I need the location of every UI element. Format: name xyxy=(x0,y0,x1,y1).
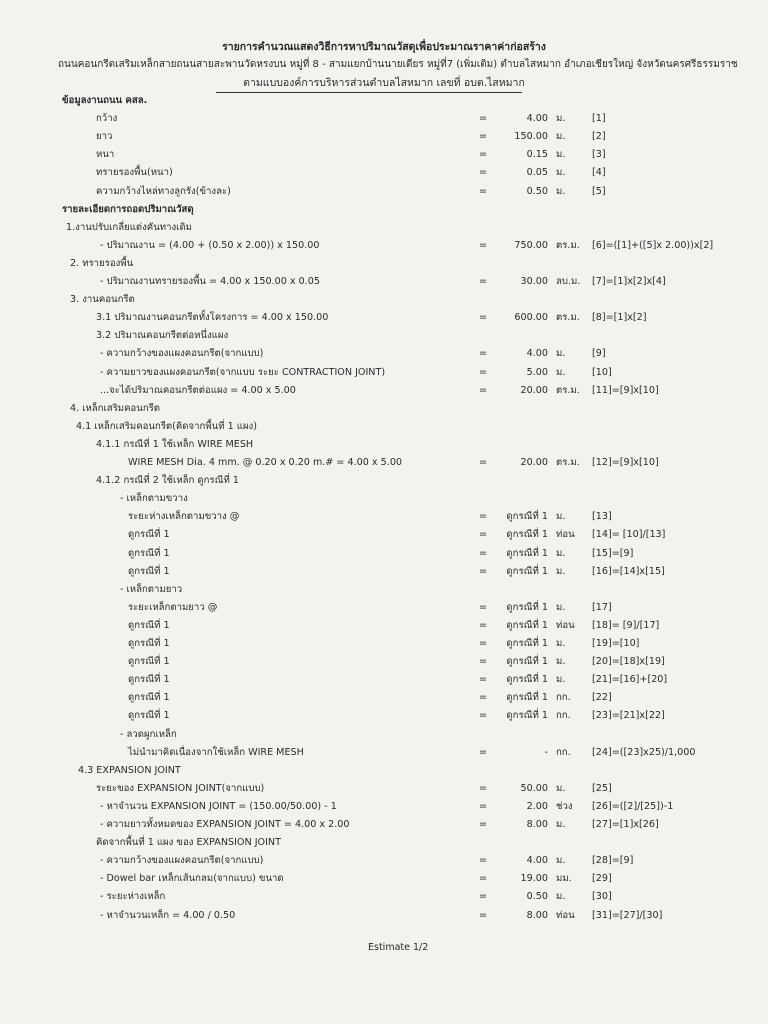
row-equals: = xyxy=(479,131,488,142)
row-value: 8.00 xyxy=(526,819,548,830)
estimate-row xyxy=(0,202,768,218)
row-equals: = xyxy=(479,186,488,197)
row-reference: [7]=[1]x[2]x[4] xyxy=(592,276,666,287)
row-label: ดูกรณีที่ 1 xyxy=(128,674,170,685)
row-label: 3.1 ปริมาณงานคอนกรีตทั้งโครงการ = 4.00 x 150.00 xyxy=(96,312,329,323)
document-title: รายการคำนวณแสดงวิธีการหาปริมาณวัสดุเพื่อประมาณราคาค่าก่อสร้าง xyxy=(222,41,546,53)
row-value: 4.00 xyxy=(526,855,548,866)
row-equals: = xyxy=(479,457,488,468)
row-equals: = xyxy=(479,385,488,396)
row-label: - Dowel bar เหล็กเส้นกลม(จากแบบ) ขนาด xyxy=(100,873,284,884)
estimate-row xyxy=(0,636,768,652)
estimate-row xyxy=(0,274,768,290)
estimate-row xyxy=(0,401,768,417)
row-label: ระยะของ EXPANSION JOINT(จากแบบ) xyxy=(96,783,265,794)
estimate-row xyxy=(0,346,768,362)
estimate-row xyxy=(0,129,768,145)
row-unit: ม. xyxy=(556,855,566,866)
row-reference: [21]=[16]+[20] xyxy=(592,674,668,685)
estimate-row xyxy=(0,654,768,670)
row-value: ดูกรณีที่ 1 xyxy=(506,529,548,540)
row-label: 4. เหล็กเสริมคอนกรีต xyxy=(70,403,161,414)
row-value: ดูกรณีที่ 1 xyxy=(506,566,548,577)
row-label: - หาจำนวนเหล็ก = 4.00 / 0.50 xyxy=(100,910,236,921)
row-label: ระยะห่างเหล็กตามขวาง @ xyxy=(128,511,240,522)
row-label: 4.1.1 กรณีที่ 1 ใช้เหล็ก WIRE MESH xyxy=(96,439,254,450)
row-label: - ความกว้างของแผงคอนกรีต(จากแบบ) xyxy=(100,348,264,359)
row-equals: = xyxy=(479,312,488,323)
estimate-row xyxy=(0,147,768,163)
row-unit: ม. xyxy=(556,783,566,794)
row-unit: ม. xyxy=(556,891,566,902)
estimate-row xyxy=(0,817,768,833)
row-reference: [2] xyxy=(592,131,606,142)
row-value: 50.00 xyxy=(520,783,548,794)
row-value: ดูกรณีที่ 1 xyxy=(506,674,548,685)
estimate-row xyxy=(0,618,768,634)
row-unit: กก. xyxy=(556,692,571,703)
document-subtitle: ถนนคอนกรีตเสริมเหล็กสายถนนสายสะพานวัดหรงบน หมู่ที่ 8 - สามแยกบ้านนายเดียร หมู่ที่7 (เพิ่มเติม) ตำบลไสหมาก อำเภอเชียรใหญ่ จังหวัดนครศรีธรรมราช xyxy=(58,59,738,70)
row-unit: ตร.ม. xyxy=(556,312,580,323)
row-unit: มม. xyxy=(556,873,572,884)
estimate-row xyxy=(0,527,768,543)
estimate-row xyxy=(0,871,768,887)
row-reference: [27]=[1]x[26] xyxy=(592,819,659,830)
row-equals: = xyxy=(479,674,488,685)
row-label: 2. ทรายรองพื้น xyxy=(70,258,134,269)
row-unit: ตร.ม. xyxy=(556,385,580,396)
row-equals: = xyxy=(479,638,488,649)
row-label: - ความยาวทั้งหมดของ EXPANSION JOINT = 4.00 x 2.00 xyxy=(100,819,350,830)
row-value: 2.00 xyxy=(526,801,548,812)
row-equals: = xyxy=(479,656,488,667)
row-equals: = xyxy=(479,113,488,124)
row-equals: = xyxy=(479,873,488,884)
row-value: - xyxy=(544,747,548,758)
estimate-row xyxy=(0,853,768,869)
row-equals: = xyxy=(479,855,488,866)
page-footer: Estimate 1/2 xyxy=(368,942,429,953)
row-label: ดูกรณีที่ 1 xyxy=(128,710,170,721)
row-equals: = xyxy=(479,276,488,287)
row-unit: กก. xyxy=(556,747,571,758)
row-unit: ม. xyxy=(556,367,566,378)
row-value: ดูกรณีที่ 1 xyxy=(506,548,548,559)
row-unit: ท่อน xyxy=(556,529,575,540)
row-label: 3.2 ปริมาณคอนกรีตต่อหนึ่งแผง xyxy=(96,330,229,341)
estimate-row xyxy=(0,220,768,236)
row-value: 750.00 xyxy=(514,240,548,251)
row-label: - ลวดผูกเหล็ก xyxy=(120,729,177,740)
row-value: 600.00 xyxy=(514,312,548,323)
row-label: ดูกรณีที่ 1 xyxy=(128,638,170,649)
row-value: ดูกรณีที่ 1 xyxy=(506,620,548,631)
estimate-row xyxy=(0,745,768,761)
row-value: ดูกรณีที่ 1 xyxy=(506,692,548,703)
row-equals: = xyxy=(479,819,488,830)
row-label: ดูกรณีที่ 1 xyxy=(128,529,170,540)
row-value: 30.00 xyxy=(520,276,548,287)
row-value: 19.00 xyxy=(520,873,548,884)
row-equals: = xyxy=(479,783,488,794)
row-label: - ความกว้างของแผงคอนกรีต(จากแบบ) xyxy=(100,855,264,866)
row-reference: [18]= [9]/[17] xyxy=(592,620,660,631)
row-unit: ม. xyxy=(556,131,566,142)
row-unit: ม. xyxy=(556,548,566,559)
row-unit: ม. xyxy=(556,819,566,830)
row-label: ดูกรณีที่ 1 xyxy=(128,656,170,667)
row-reference: [30] xyxy=(592,891,612,902)
row-label: ...จะได้ปริมาณคอนกรีตต่อแผง = 4.00 x 5.00 xyxy=(100,385,296,396)
row-unit: ม. xyxy=(556,656,566,667)
row-unit: ท่อน xyxy=(556,620,575,631)
row-reference: [16]=[14]x[15] xyxy=(592,566,665,577)
row-unit: ตร.ม. xyxy=(556,240,580,251)
row-value: 20.00 xyxy=(520,385,548,396)
estimate-row xyxy=(0,835,768,851)
row-equals: = xyxy=(479,167,488,178)
row-label: - ความยาวของแผงคอนกรีต(จากแบบ ระยะ CONTRACTION JOINT) xyxy=(100,367,386,378)
estimate-row xyxy=(0,582,768,598)
row-equals: = xyxy=(479,801,488,812)
estimate-row xyxy=(0,889,768,905)
row-equals: = xyxy=(479,367,488,378)
estimate-row xyxy=(0,310,768,326)
row-label: ดูกรณีที่ 1 xyxy=(128,548,170,559)
row-value: ดูกรณีที่ 1 xyxy=(506,638,548,649)
row-equals: = xyxy=(479,566,488,577)
row-reference: [17] xyxy=(592,602,612,613)
row-equals: = xyxy=(479,548,488,559)
row-equals: = xyxy=(479,692,488,703)
row-value: ดูกรณีที่ 1 xyxy=(506,710,548,721)
estimate-row xyxy=(0,546,768,562)
row-value: ดูกรณีที่ 1 xyxy=(506,656,548,667)
estimate-row xyxy=(0,419,768,435)
row-label: ดูกรณีที่ 1 xyxy=(128,566,170,577)
row-label: 4.1 เหล็กเสริมคอนกรีต(คิดจากพื้นที่ 1 แผง) xyxy=(76,421,257,432)
document-standard-line: ตามแบบองค์การบริหารส่วนตำบลไสหมาก เลขที่ อบต.ไสหมาก xyxy=(243,77,525,89)
estimate-row xyxy=(0,365,768,381)
row-unit: กก. xyxy=(556,710,571,721)
row-unit: ลบ.ม. xyxy=(556,276,581,287)
row-label: ไม่นำมาคิดเนื่องจากใช้เหล็ก WIRE MESH xyxy=(128,747,304,758)
row-value: 150.00 xyxy=(514,131,548,142)
row-label: 1.งานปรับเกลี่ยแต่งคันทางเดิม xyxy=(66,222,193,233)
row-value: ดูกรณีที่ 1 xyxy=(506,511,548,522)
row-unit: ม. xyxy=(556,167,566,178)
row-equals: = xyxy=(479,529,488,540)
row-label: - หาจำนวน EXPANSION JOINT = (150.00/50.00) - 1 xyxy=(100,801,337,812)
estimate-row xyxy=(0,473,768,489)
estimate-row xyxy=(0,238,768,254)
row-value: 8.00 xyxy=(526,910,548,921)
row-value: 20.00 xyxy=(520,457,548,468)
row-value: 0.05 xyxy=(526,167,548,178)
row-value: 4.00 xyxy=(526,113,548,124)
row-label: ดูกรณีที่ 1 xyxy=(128,620,170,631)
estimate-row xyxy=(0,908,768,924)
estimate-row xyxy=(0,383,768,399)
row-reference: [6]=([1]+([5]x 2.00))x[2] xyxy=(592,240,714,251)
row-unit: ม. xyxy=(556,511,566,522)
row-equals: = xyxy=(479,149,488,160)
row-value: ดูกรณีที่ 1 xyxy=(506,602,548,613)
row-equals: = xyxy=(479,747,488,758)
row-unit: ม. xyxy=(556,186,566,197)
row-equals: = xyxy=(479,602,488,613)
row-unit: ม. xyxy=(556,113,566,124)
estimate-row xyxy=(0,328,768,344)
row-unit: ม. xyxy=(556,638,566,649)
row-reference: [22] xyxy=(592,692,612,703)
row-unit: ม. xyxy=(556,149,566,160)
estimate-row xyxy=(0,256,768,272)
row-value: 0.15 xyxy=(526,149,548,160)
estimate-row xyxy=(0,509,768,525)
row-value: 0.50 xyxy=(526,891,548,902)
row-reference: [5] xyxy=(592,186,606,197)
row-label: ข้อมูลงานถนน คสล. xyxy=(62,95,148,106)
row-label: ทรายรองพื้น(หนา) xyxy=(96,167,173,178)
row-unit: ม. xyxy=(556,602,566,613)
row-label: ความกว้างไหล่ทางลูกรัง(ข้างละ) xyxy=(96,186,231,197)
estimate-row xyxy=(0,672,768,688)
row-reference: [8]=[1]x[2] xyxy=(592,312,647,323)
row-reference: [31]=[27]/[30] xyxy=(592,910,663,921)
row-reference: [15]=[9] xyxy=(592,548,634,559)
row-label: ดูกรณีที่ 1 xyxy=(128,692,170,703)
row-unit: ตร.ม. xyxy=(556,457,580,468)
row-reference: [20]=[18]x[19] xyxy=(592,656,665,667)
row-equals: = xyxy=(479,710,488,721)
row-reference: [26]=([2]/[25])-1 xyxy=(592,801,674,812)
estimate-row xyxy=(0,600,768,616)
row-reference: [12]=[9]x[10] xyxy=(592,457,659,468)
row-equals: = xyxy=(479,620,488,631)
estimate-row xyxy=(0,437,768,453)
row-equals: = xyxy=(479,240,488,251)
row-label: - เหล็กตามขวาง xyxy=(120,493,188,504)
row-label: WIRE MESH Dia. 4 mm. @ 0.20 x 0.20 m.# = 4.00 x 5.00 xyxy=(128,457,403,468)
row-reference: [29] xyxy=(592,873,612,884)
row-label: กว้าง xyxy=(96,113,118,124)
row-reference: [14]= [10]/[13] xyxy=(592,529,666,540)
estimate-row xyxy=(0,763,768,779)
estimate-row xyxy=(0,690,768,706)
estimate-row xyxy=(0,111,768,127)
row-unit: ม. xyxy=(556,348,566,359)
estimate-row xyxy=(0,184,768,200)
row-equals: = xyxy=(479,910,488,921)
row-unit: ม. xyxy=(556,674,566,685)
estimate-row xyxy=(0,708,768,724)
estimate-row xyxy=(0,93,768,109)
row-label: 4.3 EXPANSION JOINT xyxy=(78,765,181,776)
row-value: 0.50 xyxy=(526,186,548,197)
row-label: 3. งานคอนกรีต xyxy=(70,294,135,305)
row-reference: [3] xyxy=(592,149,606,160)
estimate-row xyxy=(0,165,768,181)
row-label: ยาว xyxy=(96,131,113,142)
row-equals: = xyxy=(479,511,488,522)
row-value: 4.00 xyxy=(526,348,548,359)
row-label: - ปริมาณงาน = (4.00 + (0.50 x 2.00)) x 150.00 xyxy=(100,240,320,251)
estimate-row xyxy=(0,781,768,797)
row-label: - ระยะห่างเหล็ก xyxy=(100,891,166,902)
row-unit: ม. xyxy=(556,566,566,577)
row-label: คิดจากพื้นที่ 1 แผง ของ EXPANSION JOINT xyxy=(96,837,281,848)
row-reference: [11]=[9]x[10] xyxy=(592,385,659,396)
row-unit: ท่อน xyxy=(556,910,575,921)
estimate-row xyxy=(0,564,768,580)
row-value: 5.00 xyxy=(526,367,548,378)
row-label: 4.1.2 กรณีที่ 2 ใช้เหล็ก ดูกรณีที่ 1 xyxy=(96,475,239,486)
row-reference: [13] xyxy=(592,511,612,522)
row-equals: = xyxy=(479,891,488,902)
estimate-row xyxy=(0,727,768,743)
row-reference: [4] xyxy=(592,167,606,178)
row-label: - ปริมาณงานทรายรองพื้น = 4.00 x 150.00 x 0.05 xyxy=(100,276,320,287)
row-label: - เหล็กตามยาว xyxy=(120,584,183,595)
estimate-row xyxy=(0,455,768,471)
row-reference: [24]=([23]x25)/1,000 xyxy=(592,747,696,758)
row-reference: [19]=[10] xyxy=(592,638,640,649)
estimate-row xyxy=(0,292,768,308)
row-reference: [10] xyxy=(592,367,612,378)
row-unit: ช่วง xyxy=(556,801,573,812)
row-reference: [28]=[9] xyxy=(592,855,634,866)
row-label: รายละเอียดการถอดปริมาณวัสดุ xyxy=(62,204,194,215)
row-equals: = xyxy=(479,348,488,359)
estimate-row xyxy=(0,491,768,507)
row-label: หนา xyxy=(96,149,115,160)
row-reference: [1] xyxy=(592,113,606,124)
row-reference: [25] xyxy=(592,783,612,794)
row-label: ระยะเหล็กตามยาว @ xyxy=(128,602,218,613)
row-reference: [23]=[21]x[22] xyxy=(592,710,665,721)
estimate-row xyxy=(0,799,768,815)
row-reference: [9] xyxy=(592,348,606,359)
